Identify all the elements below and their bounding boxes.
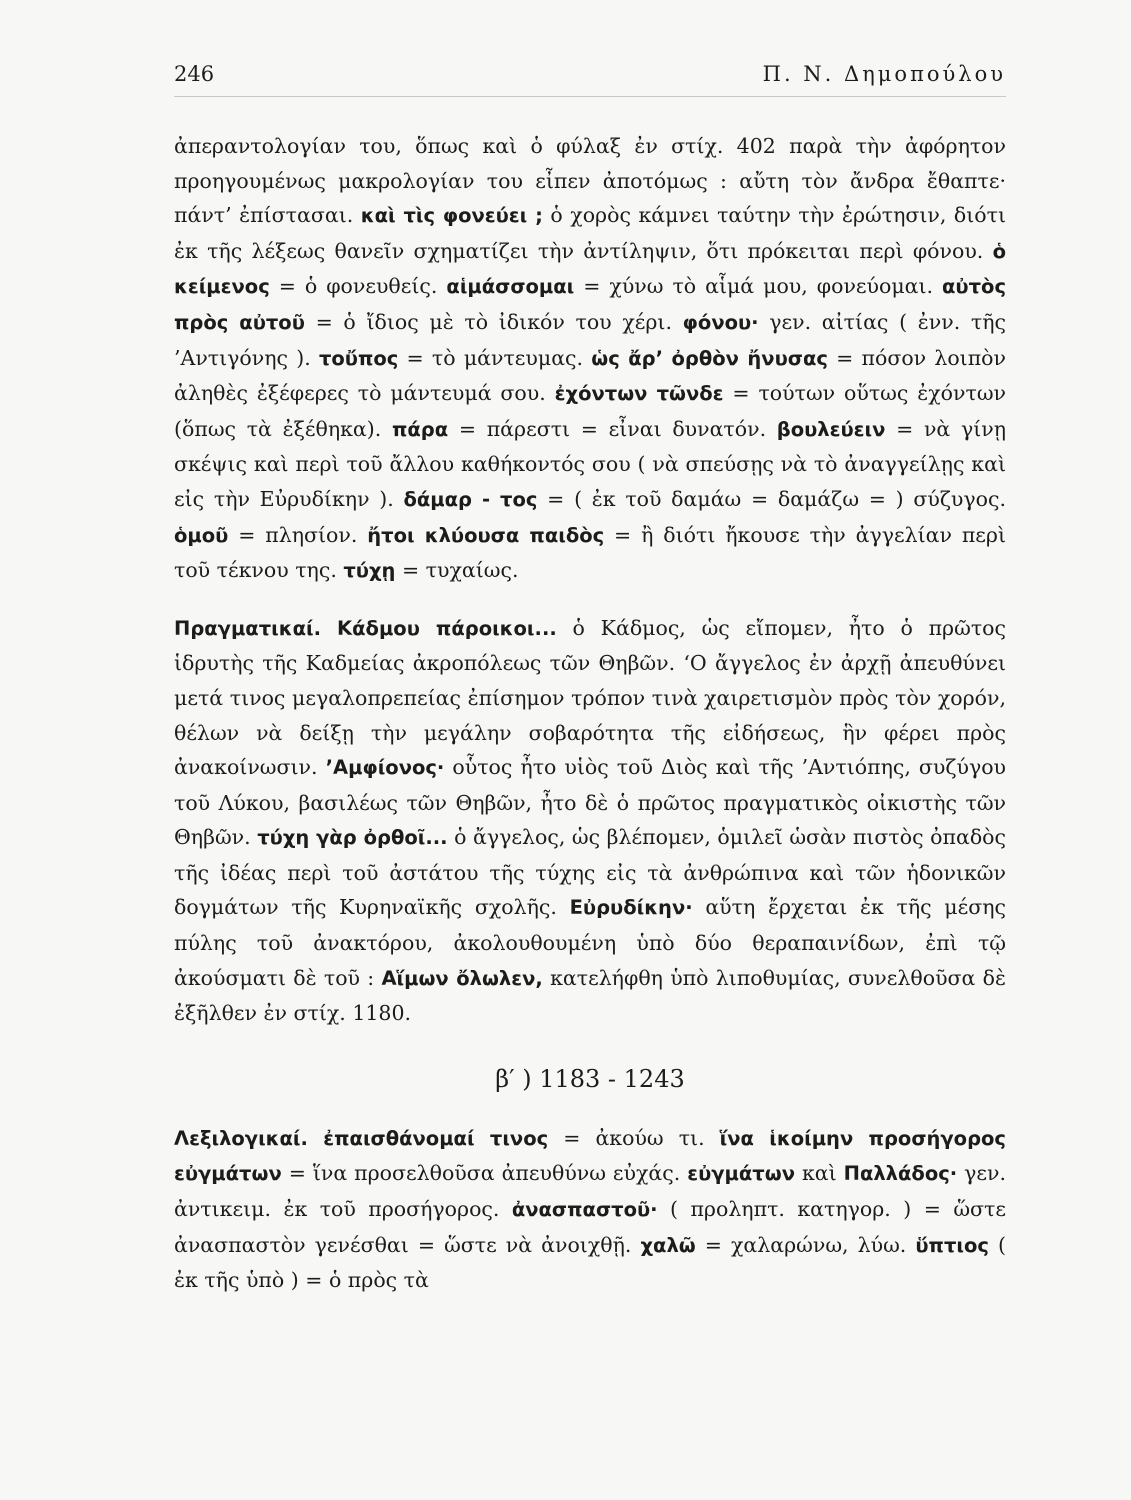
text-run: = ὁ ἴδιος μὲ τὸ ἰδικόν του χέρι. — [304, 309, 683, 334]
bold-term: τύχη γὰρ ὀρθοῖ... — [257, 826, 448, 850]
text-run: = ἢ διότι ἤκουσε τὴν ἀγγελίαν περὶ τοῦ τέκνου της. — [174, 522, 1007, 583]
text-run: ὁ ἄγγελος, ὡς βλέπομεν, ὁμιλεῖ ὡσὰν πιστὸς ὀπαδὸς τῆς ἰδέας περὶ τοῦ ἀστάτου τῆς τύχης εἰς τὰ ἀνθρώπινα καὶ τῶν ἡδονικῶν δογμάτων τῆς Κυρηναϊκῆς σχολῆς. — [174, 825, 1006, 920]
page-header — [174, 62, 1006, 97]
text-run: = ἀκούω τι. — [548, 1125, 720, 1150]
bold-term: αὐτὸς πρὸς αὐτοῦ — [174, 275, 1006, 334]
text-run: = ὁ φονευθείς. — [269, 274, 447, 299]
bold-term: ἀνασπαστοῦ· — [511, 1198, 658, 1222]
text-run: = τὸ μάντευμας. — [398, 345, 592, 370]
paragraph-3 — [174, 1121, 1006, 1298]
text-run: κατελήφθη ὑπὸ λιποθυμίας, συνελθοῦσα δὲ ἐξῆλθεν ἐν στίχ. 1180. — [174, 965, 1006, 1026]
bold-term: βουλεύειν — [776, 417, 886, 441]
bold-term: ἵνα ἱκοίμην προσήγορος εὐγμάτων — [174, 1126, 1006, 1186]
text-run: = ( ἐκ τοῦ δαμάω = δαμάζω = ) σύζυγος. — [537, 486, 1006, 511]
text-run: αὕτη ἔρχεται ἐκ τῆς μέσης πύλης τοῦ ἀνακτόρου, ἀκολουθουμένη ὑπὸ δύο θεραπαινίδων, ἐπὶ τῷ ἀκούσματι δὲ τοῦ : — [174, 895, 1006, 990]
text-run: γεν. αἰτίας ( ἐνν. τῆς ’Αντιγόνης ). — [174, 309, 1006, 370]
bold-term: τύχῃ — [343, 559, 396, 583]
bold-term: εὐγμάτων — [687, 1162, 795, 1186]
text-run: καὶ — [794, 1161, 844, 1186]
text-run: = νὰ γίνῃ σκέψις καὶ περὶ τοῦ ἄλλου καθήκοντός σου ( νὰ σπεύσῃς νὰ τὸ ἀναγγείλῃς καὶ εἰς τὴν Εὐρυδίκην ). — [174, 416, 1006, 511]
bold-term: αἱμάσσομαι — [446, 275, 575, 299]
bold-term: Πραγματικαί. Κάδμου πάροικοι... — [174, 616, 557, 640]
bold-term: ’Αμφίονος· — [325, 756, 445, 780]
text-run: = πλησίον. — [228, 522, 368, 547]
text-run: = πόσον λοιπὸν ἀληθὲς ἐξέφερες τὸ μάντευμά σου. — [174, 345, 1006, 406]
text-run: οὗτος ἦτο υἱὸς τοῦ Διὸς καὶ τῆς ’Αντιόπης, συζύγου τοῦ Λύκου, βασιλέως τῶν Θηβῶν, ἦτο δὲ ὁ πρῶτος πραγματικὸς οἰκιστὴς τῶν Θηβῶν. — [174, 755, 1007, 850]
text-run: = τούτων οὕτως ἐχόντων (ὅπως τὰ ἐξέθηκα). — [174, 381, 1006, 441]
bold-term: ὁμοῦ — [174, 523, 229, 547]
running-title: Π. Ν. Δημοπούλου — [762, 62, 1006, 86]
bold-term: φόνου· — [682, 310, 759, 334]
bold-term: Εὐρυδίκην· — [569, 896, 693, 920]
text-run: γεν. ἀντικειμ. ἐκ τοῦ προσήγορος. — [174, 1161, 1007, 1222]
page-number: 246 — [174, 62, 215, 86]
bold-term: Λεξιλογικαί. ἐπαισθάνομαί τινος — [174, 1126, 549, 1150]
page — [174, 62, 1006, 1298]
text-run: = χύνω τὸ αἷμά μου, φονεύομαι. — [574, 274, 943, 299]
text-run: = χαλαρώνω, λύω. — [695, 1232, 916, 1257]
bold-term: χαλῶ — [640, 1233, 696, 1257]
section-heading: β′ ) 1183 - 1243 — [495, 1064, 685, 1093]
bold-term: ὕπτιος — [915, 1233, 989, 1257]
bold-term: δάμαρ - τος — [403, 487, 538, 511]
bold-term: τοὔπος — [318, 346, 399, 370]
paragraph-2 — [174, 611, 1006, 1031]
bold-term: καὶ τὶς φονεύει ; — [360, 204, 543, 228]
text-run: ὁ χορὸς κάμνει ταύτην τὴν ἐρώτησιν, διότι ἐκ τῆς λέξεως θανεῖν σχηματίζει τὴν ἀντίληψιν, ὅτι πρόκειται περὶ φόνου. — [174, 203, 1006, 263]
paragraph-1 — [174, 129, 1006, 589]
bold-term: Αἵμων ὄλωλεν, — [381, 966, 543, 990]
text-run: ὁ Κάδμος, ὡς εἴπομεν, ἦτο ὁ πρῶτος ἱδρυτὴς τῆς Καδμείας ἀκροπόλεως τῶν Θηβῶν. ‘Ο ἄγγελος ἐν ἀρχῇ ἀπευθύνει μετά τινος μεγαλοπρεπείας ἐπίσημον τρόπον τινὰ χαιρετισμὸν πρὸς τὸν χορόν, θέλων νὰ δείξῃ τὴν μεγάλην σοβαρότητα τῆς εἰδήσεως, ἣν φέρει πρὸς ἀνακοίνωσιν. — [174, 615, 1006, 780]
text-run: ἀπεραντολογίαν του, ὅπως καὶ ὁ φύλαξ ἐν στίχ. 402 παρὰ τὴν ἀφόρητον προηγουμένως μακρολογίαν του εἶπεν ἀποτόμως : αὔτη τὸν ἄνδρα ἔθαπτε· πάντ’ ἐπίστασαι. — [174, 134, 1006, 228]
text-run: = πάρεστι = εἶναι δυνατόν. — [448, 416, 777, 441]
bold-term: ὡς ἄρ’ ὀρθὸν ἤνυσας — [591, 346, 828, 370]
bold-term: ἤτοι κλύουσα παιδὸς — [367, 523, 605, 547]
bold-term: ἐχόντων τῶνδε — [554, 382, 724, 406]
text-run: = ἵνα προσελθοῦσα ἀπευθύνω εὐχάς. — [281, 1161, 688, 1186]
bold-term: ὁ κείμενος — [174, 239, 1006, 299]
text-run: ( προληπτ. κατηγορ. ) = ὥστε ἀνασπαστὸν γενέσθαι = ὥστε νὰ ἀνοιχθῇ. — [174, 1197, 1006, 1257]
text-run: = τυχαίως. — [395, 558, 519, 583]
text-run: ( ἐκ τῆς ὑπὸ ) = ὁ πρὸς τὰ — [174, 1232, 1006, 1293]
bold-term: Παλλάδος· — [843, 1162, 958, 1186]
bold-term: πάρα — [391, 417, 449, 441]
